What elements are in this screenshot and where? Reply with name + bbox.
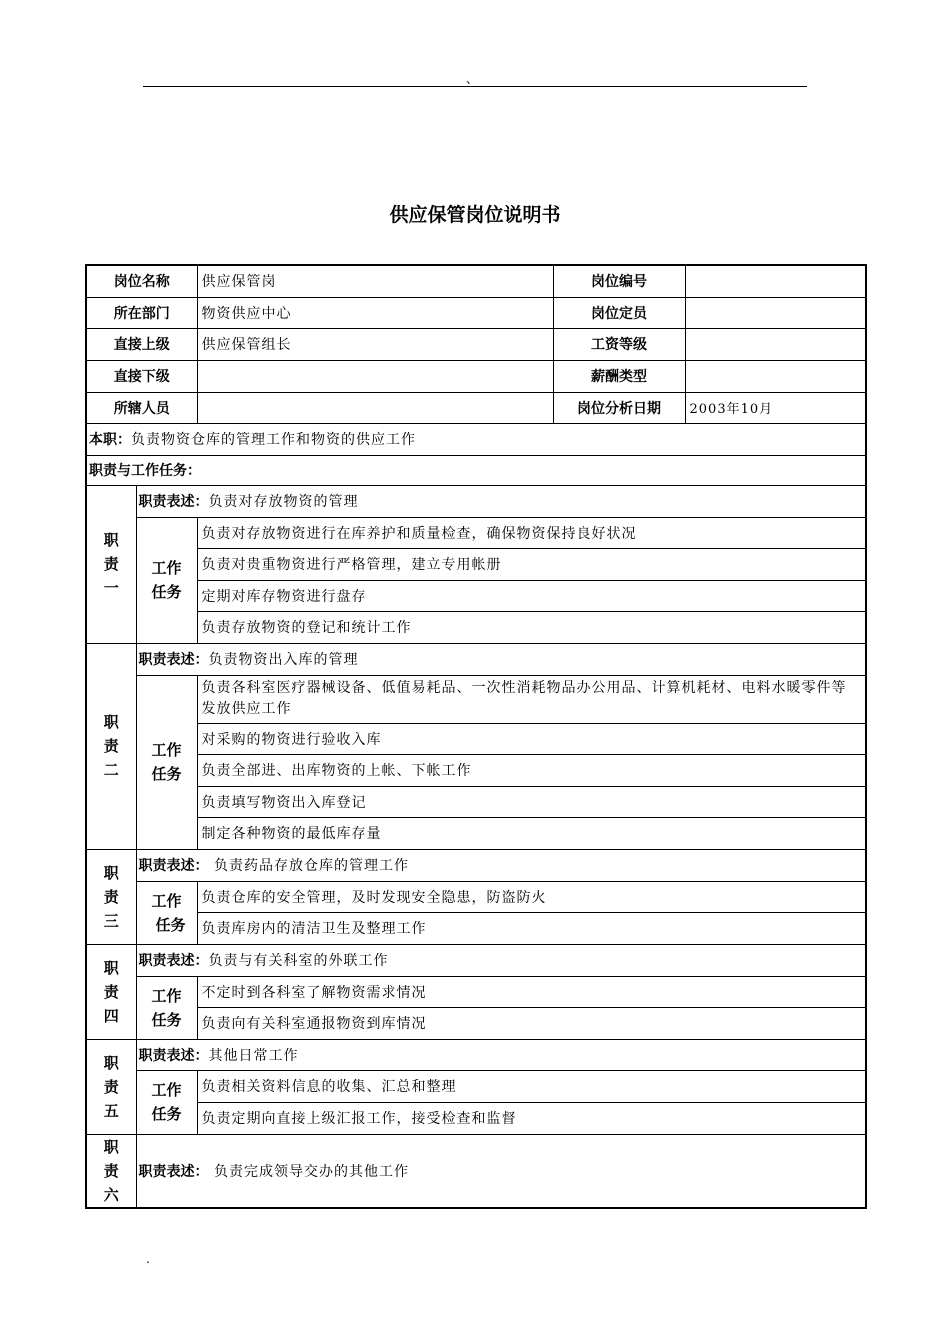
task-row: [86, 1070, 866, 1102]
main-duty-text: 负责物资仓库的管理工作和物资的供应工作: [131, 432, 416, 448]
work-tasks-label: 工作 任务: [136, 976, 197, 1039]
task-item: 负责库房内的清洁卫生及整理工作: [197, 912, 866, 944]
info-row: [86, 328, 866, 360]
info-label: 薪酬类型: [553, 360, 685, 392]
info-label: 直接下级: [86, 360, 197, 392]
task-row: [86, 912, 866, 944]
work-tasks-label: 工作 任务: [136, 517, 197, 643]
info-value: [197, 360, 553, 392]
statement-label: 职责表述：: [138, 494, 209, 510]
duties-heading-row: [86, 455, 866, 485]
duties-heading: 职责与工作任务：: [86, 455, 866, 485]
info-label: 所在部门: [86, 297, 197, 328]
task-row: [86, 754, 866, 786]
task-row: [86, 548, 866, 580]
info-row: [86, 265, 866, 297]
duty-name-3: 职 责 三: [86, 849, 136, 944]
header-rule: [143, 86, 807, 87]
info-row: [86, 360, 866, 392]
info-label: 岗位名称: [86, 265, 197, 297]
duty-statement-row: [86, 1134, 866, 1208]
statement-label: 职责表述：: [138, 1163, 209, 1180]
duty-name-2: 职 责 二: [86, 643, 136, 849]
task-row: [86, 517, 866, 548]
duty-statement-row: [86, 1039, 866, 1070]
work-tasks-label: 工作 任务: [136, 1070, 197, 1134]
statement-label: 职责表述：: [138, 858, 209, 874]
task-item: 负责相关资料信息的收集、汇总和整理: [197, 1070, 866, 1102]
task-item: 负责仓库的安全管理，及时发现安全隐患，防盗防火: [197, 881, 866, 912]
info-value: [197, 392, 553, 423]
info-row: [86, 297, 866, 328]
task-item: 制定各种物资的最低库存量: [197, 817, 866, 849]
work-tasks-label: 工作 任务: [136, 881, 197, 944]
duty-statement: 负责对存放物资的管理: [208, 494, 359, 510]
info-value: 供应保管岗: [197, 265, 553, 297]
info-value: [685, 297, 866, 328]
duty-statement: 负责完成领导交办的其他工作: [208, 1163, 409, 1180]
task-item: 负责全部进、出库物资的上帐、下帐工作: [197, 754, 866, 786]
task-item: 负责各科室医疗器械设备、低值易耗品、一次性消耗物品办公用品、计算机耗材、电料水暖零件等发放供应工作: [197, 675, 866, 723]
task-item: 负责存放物资的登记和统计工作: [197, 611, 866, 643]
info-value: 物资供应中心: [197, 297, 553, 328]
task-item: 负责对存放物资进行在库养护和质量检查，确保物资保持良好状况: [197, 517, 866, 548]
info-value: [685, 265, 866, 297]
info-label: 直接上级: [86, 328, 197, 360]
task-row: [86, 817, 866, 849]
task-row: [86, 1007, 866, 1039]
duty-name-5: 职 责 五: [86, 1039, 136, 1134]
task-row: [86, 786, 866, 817]
task-row: [86, 611, 866, 643]
duty-statement-row: [86, 944, 866, 976]
task-item: 定期对库存物资进行盘存: [197, 580, 866, 611]
footer-mark: .: [146, 1252, 150, 1266]
analysis-date-value: 2003年10月: [685, 392, 866, 423]
info-label: 岗位定员: [553, 297, 685, 328]
duty-name-6: 职 责 六: [86, 1134, 136, 1208]
info-label: 工资等级: [553, 328, 685, 360]
info-row: [86, 392, 866, 423]
task-item: 不定时到各科室了解物资需求情况: [197, 976, 866, 1007]
task-row: [86, 1102, 866, 1134]
document-title: 供应保管岗位说明书: [389, 204, 561, 226]
info-label: 岗位分析日期: [553, 392, 685, 423]
info-label: 所辖人员: [86, 392, 197, 423]
task-item: 负责填写物资出入库登记: [197, 786, 866, 817]
duty-statement-row: [86, 643, 866, 675]
task-row: [86, 723, 866, 754]
duty-statement: 负责与有关科室的外联工作: [208, 953, 389, 969]
duty-statement: 负责药品存放仓库的管理工作: [208, 858, 409, 874]
duty-name-4: 职 责 四: [86, 944, 136, 1039]
header-mark: 、: [466, 72, 479, 86]
task-row: [86, 976, 866, 1007]
info-label: 岗位编号: [553, 265, 685, 297]
duty-name-1: 职 责 一: [86, 485, 136, 643]
main-duty-row: [86, 423, 866, 455]
task-row: [86, 675, 866, 723]
duty-statement: 其他日常工作: [208, 1047, 299, 1064]
info-value: [685, 360, 866, 392]
duty-statement-row: [86, 485, 866, 517]
task-item: 对采购的物资进行验收入库: [197, 723, 866, 754]
duty-statement: 负责物资出入库的管理: [208, 652, 359, 668]
work-tasks-label: 工作 任务: [136, 675, 197, 849]
duty-statement-row: [86, 849, 866, 881]
task-item: 负责向有关科室通报物资到库情况: [197, 1007, 866, 1039]
info-value: [685, 328, 866, 360]
main-duty-label: 本职：: [89, 432, 131, 448]
task-row: [86, 881, 866, 912]
statement-label: 职责表述：: [138, 652, 209, 668]
task-item: 负责定期向直接上级汇报工作，接受检查和监督: [197, 1102, 866, 1134]
job-description-table: [85, 264, 867, 1209]
statement-label: 职责表述：: [138, 953, 209, 969]
statement-label: 职责表述：: [138, 1047, 209, 1064]
task-row: [86, 580, 866, 611]
task-item: 负责对贵重物资进行严格管理，建立专用帐册: [197, 548, 866, 580]
info-value: 供应保管组长: [197, 328, 553, 360]
